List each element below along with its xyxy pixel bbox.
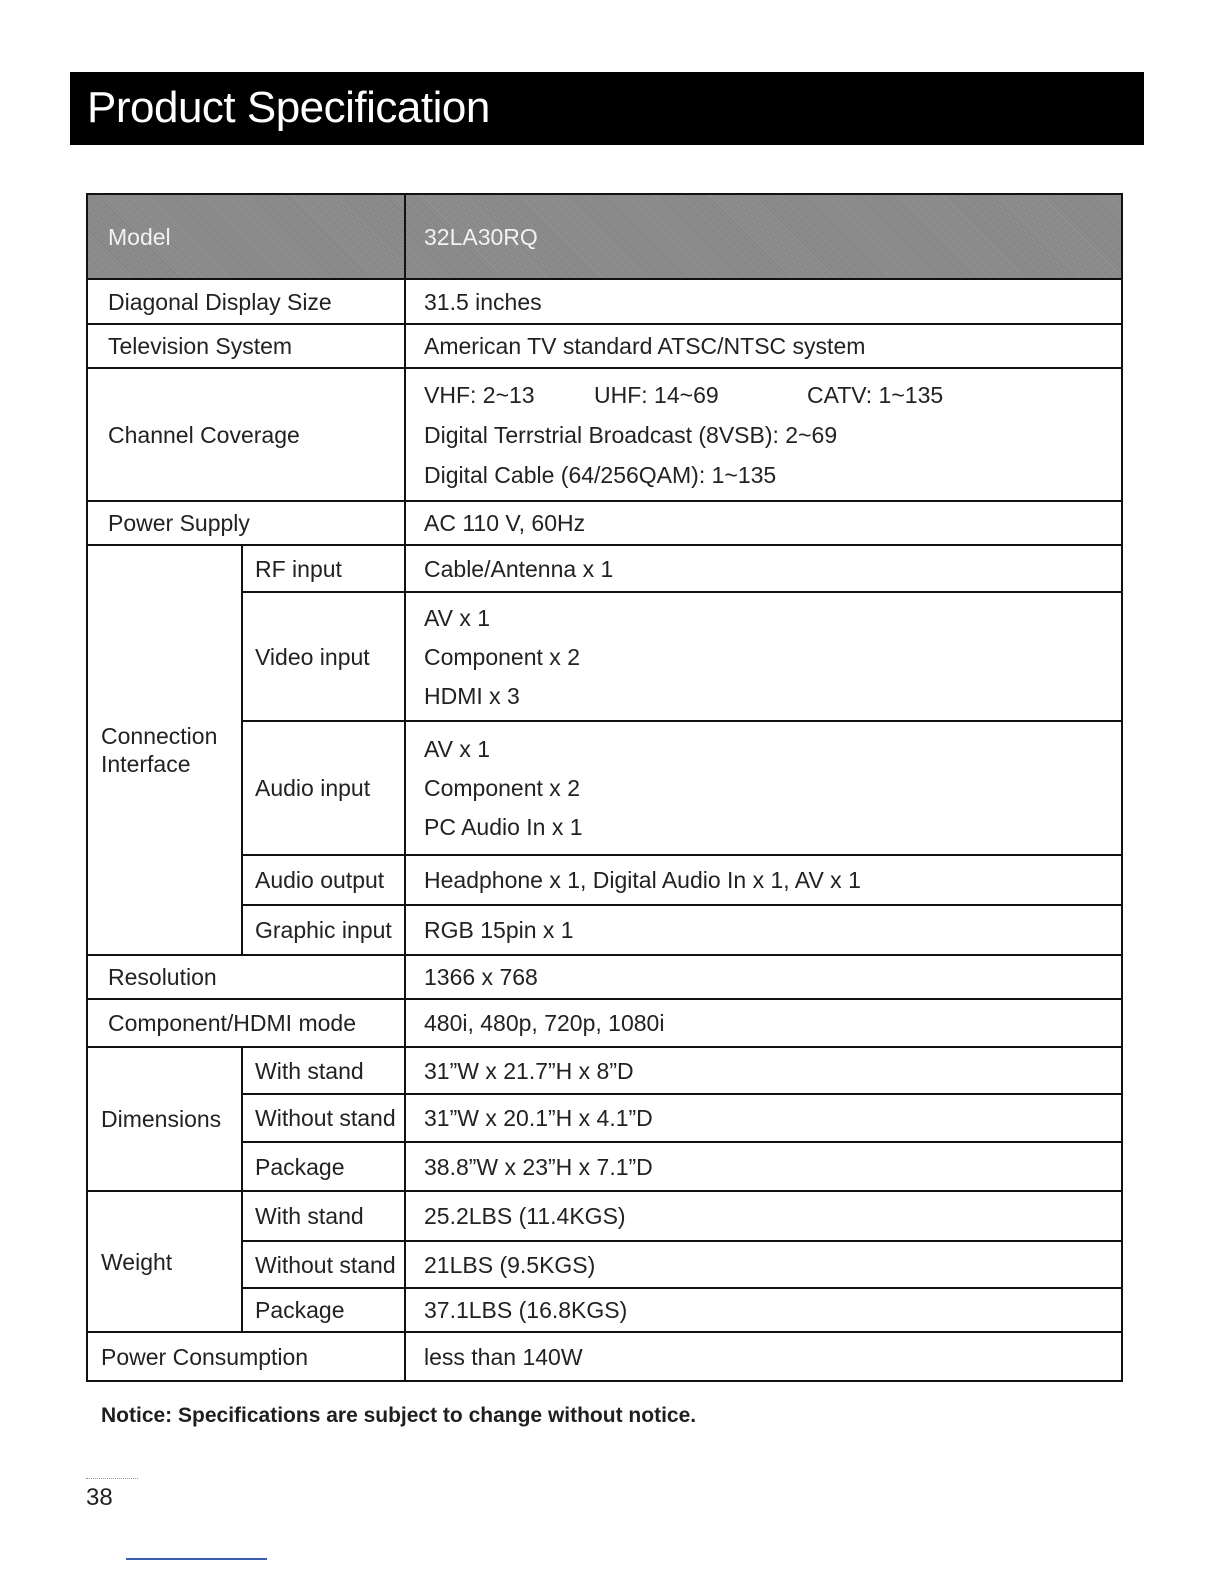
table-row: [87, 1142, 1122, 1191]
row-value: less than 140W: [405, 1332, 1122, 1381]
table-row: [87, 1047, 1122, 1094]
row-sublabel: Graphic input: [242, 905, 405, 955]
connection-label-line: Connection: [101, 723, 218, 749]
row-sublabel: Package: [242, 1142, 405, 1191]
row-value: Headphone x 1, Digital Audio In x 1, AV x 1: [405, 855, 1122, 905]
table-row: [87, 1332, 1122, 1381]
row-value: 1366 x 768: [405, 955, 1122, 999]
table-row: [87, 1191, 1122, 1241]
video-input-values: [405, 592, 1122, 721]
row-value: 25.2LBS (11.4KGS): [405, 1191, 1122, 1241]
row-label: Component/HDMI mode: [87, 999, 405, 1047]
title-bar: [70, 72, 1144, 145]
row-sublabel: Package: [242, 1288, 405, 1332]
row-sublabel: Without stand: [242, 1094, 405, 1142]
row-value: 480i, 480p, 720p, 1080i: [405, 999, 1122, 1047]
channel-values: [405, 368, 1122, 501]
uhf-value: UHF: 14~69: [594, 381, 719, 408]
row-label: Power Consumption: [87, 1332, 405, 1381]
digital-cable-value: Digital Cable (64/256QAM): 1~135: [424, 461, 777, 488]
bottom-rule: [126, 1558, 267, 1560]
vhf-value: VHF: 2~13: [424, 381, 535, 408]
weight-label: Weight: [87, 1191, 242, 1332]
row-sublabel: Video input: [242, 592, 405, 721]
digital-terrestrial-value: Digital Terrstrial Broadcast (8VSB): 2~69: [424, 421, 838, 448]
table-row: [87, 999, 1122, 1047]
row-sublabel: Without stand: [242, 1241, 405, 1288]
page-title: Product Specification: [87, 83, 490, 132]
table-row: [87, 855, 1122, 905]
interface-label-line: Interface: [101, 751, 191, 777]
table-row: [87, 1288, 1122, 1332]
table-row: [87, 501, 1122, 545]
list-item: AV x 1: [424, 736, 491, 762]
list-item: AV x 1: [424, 604, 491, 631]
row-value: AC 110 V, 60Hz: [405, 501, 1122, 545]
table-row: [87, 955, 1122, 999]
page-number: 38: [86, 1484, 113, 1511]
row-value: 38.8”W x 23”H x 7.1”D: [405, 1142, 1122, 1191]
table-row: [87, 368, 1122, 501]
row-sublabel: Audio output: [242, 855, 405, 905]
list-item: Component x 2: [424, 643, 580, 670]
channel-analog-line: [424, 381, 1121, 409]
table-row: [87, 592, 1122, 721]
table-row: [87, 721, 1122, 855]
table-row: [87, 1241, 1122, 1288]
dimensions-label: Dimensions: [87, 1047, 242, 1191]
row-sublabel: RF input: [242, 545, 405, 592]
header-model-label: Model: [87, 194, 405, 279]
row-value: Cable/Antenna x 1: [405, 545, 1122, 592]
row-label: Television System: [87, 324, 405, 368]
notice-text: Notice: Specifications are subject to change without notice.: [101, 1404, 697, 1427]
page-number-rule: [86, 1478, 138, 1479]
header-model-value: 32LA30RQ: [405, 194, 1122, 279]
catv-value: CATV: 1~135: [807, 381, 944, 408]
row-value: 21LBS (9.5KGS): [405, 1241, 1122, 1288]
row-label: Power Supply: [87, 501, 405, 545]
row-label: Resolution: [87, 955, 405, 999]
spec-table: [86, 193, 1123, 1382]
row-label: Diagonal Display Size: [87, 279, 405, 324]
table-row: [87, 324, 1122, 368]
table-row: [87, 1094, 1122, 1142]
row-sublabel: Audio input: [242, 721, 405, 855]
list-item: PC Audio In x 1: [424, 814, 583, 840]
row-value: 37.1LBS (16.8KGS): [405, 1288, 1122, 1332]
table-row: [87, 545, 1122, 592]
row-value: American TV standard ATSC/NTSC system: [405, 324, 1122, 368]
row-sublabel: With stand: [242, 1047, 405, 1094]
row-value: 31”W x 21.7”H x 8”D: [405, 1047, 1122, 1094]
row-value: 31.5 inches: [405, 279, 1122, 324]
row-sublabel: With stand: [242, 1191, 405, 1241]
row-value: 31”W x 20.1”H x 4.1”D: [405, 1094, 1122, 1142]
list-item: Component x 2: [424, 775, 580, 801]
audio-input-values: [405, 721, 1122, 855]
connection-interface-label: [87, 545, 242, 955]
table-header-row: [87, 194, 1122, 279]
table-row: [87, 905, 1122, 955]
list-item: HDMI x 3: [424, 682, 520, 709]
row-value: RGB 15pin x 1: [405, 905, 1122, 955]
table-row: [87, 279, 1122, 324]
row-label: Channel Coverage: [87, 368, 405, 501]
